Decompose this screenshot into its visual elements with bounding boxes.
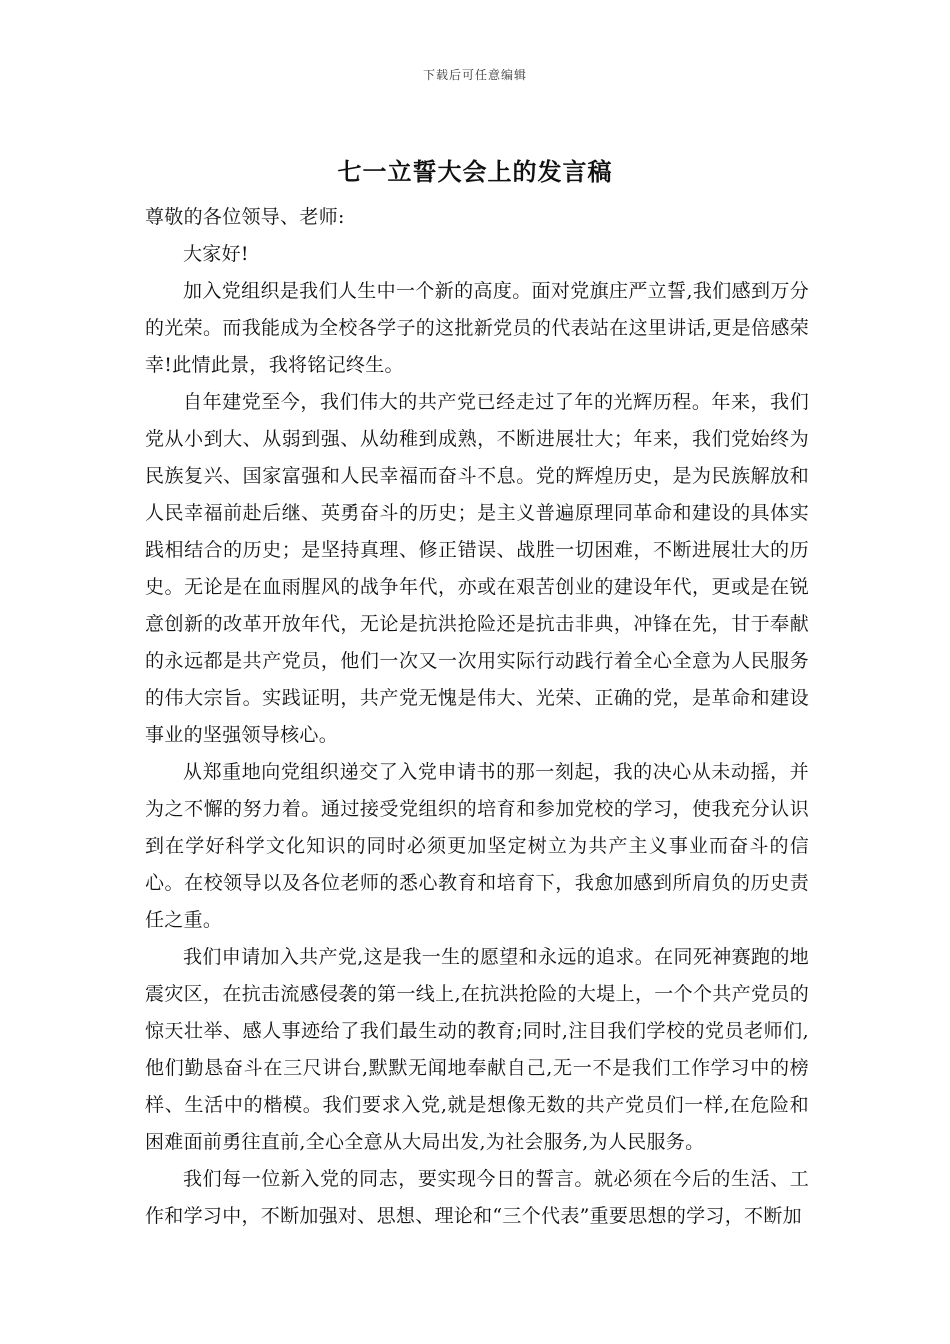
document-body <box>145 199 809 1235</box>
paragraph-4: 我们申请加入共产党,这是我一生的愿望和永远的追求。在同死神赛跑的地震灾区，在抗击流感侵袭的第一线上,在抗洪抢险的大堤上，一个个共产党员的惊天壮举、感人事迹给了我们最生动的教育;同时,注目我们学校的党员老师们,他们勤恳奋斗在三尺讲台,默默无闻地奉献自己,无一不是我们工作学习中的榜样、生活中的楷模。我们要求入党,就是想像无数的共产党员们一样,在危险和困难面前勇往直前,全心全意从大局出发,为社会服务,为人民服务。 <box>145 946 809 1153</box>
paragraph-1: 加入党组织是我们人生中一个新的高度。面对党旗庄严立誓,我们感到万分的光荣。而我能成为全校各学子的这批新党员的代表站在这里讲话,更是倍感荣幸!此情此景，我将铭记终生。 <box>145 280 809 376</box>
header-note: 下载后可任意编辑 <box>422 68 527 82</box>
document-title: 七一立誓大会上的发言稿 <box>337 158 613 186</box>
paragraph-2: 自年建党至今，我们伟大的共产党已经走过了年的光辉历程。年来，我们党从小到大、从弱到强、从幼稚到成熟，不断进展壮大；年来，我们党始终为民族复兴、国家富强和人民幸福而奋斗不息。党的辉煌历史，是为民族解放和人民幸福前赴后继、英勇奋斗的历史；是主义普遍原理同革命和建设的具体实践相结合的历史；是坚持真理、修正错误、战胜一切困难，不断进展壮大的历史。无论是在血雨腥风的战争年代，亦或在艰苦创业的建设年代，更或是在锐意创新的改革开放年代，无论是抗洪抢险还是抗击非典，冲锋在先，甘于奉献的永远都是共产党员，他们一次又一次用实际行动践行着全心全意为人民服务的伟大宗旨。实践证明，共产党无愧是伟大、光荣、正确的党，是革命和建设事业的坚强领导核心。 <box>145 391 809 746</box>
paragraph-greeting: 大家好! <box>183 243 249 265</box>
paragraph-5: 我们每一位新入党的同志，要实现今日的誓言。就必须在今后的生活、工作和学习中，不断加强对、思想、理论和“三个代表”重要思想的学习，不断加 <box>145 1168 809 1227</box>
paragraph-3: 从郑重地向党组织递交了入党申请书的那一刻起，我的决心从未动摇，并为之不懈的努力着。通过接受党组织的培育和参加党校的学习，使我充分认识到在学好科学文化知识的同时必须更加坚定树立为共产主义事业而奋斗的信心。在校领导以及各位老师的悉心教育和培育下，我愈加感到所肩负的历史责任之重。 <box>145 761 809 931</box>
salutation: 尊敬的各位领导、老师: <box>145 206 345 228</box>
